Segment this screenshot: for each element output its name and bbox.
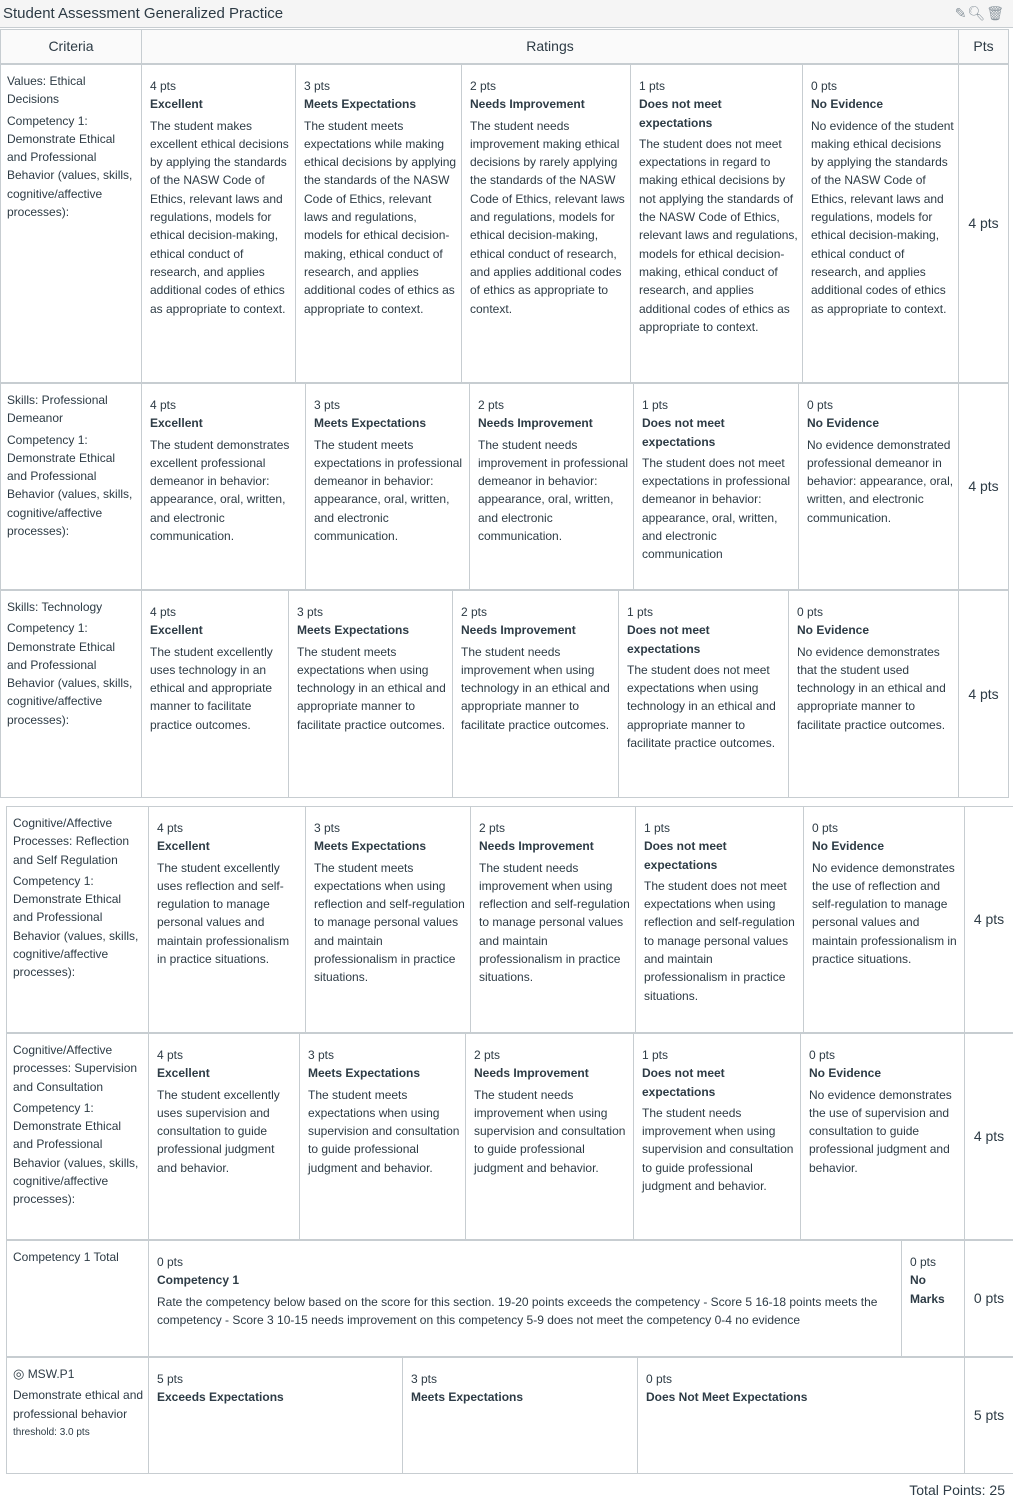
rating-points: 1 pts — [642, 398, 669, 412]
rating-description: Rate the competency below based on the score for this section. 19-20 points exceeds the competency - Score 5 16-18 points meets the competency - Score 3 10-15 needs improvement on this competency 5-9 does not meet the competency 0-4 no evidence — [157, 1294, 878, 1327]
rating-cell[interactable] — [634, 1034, 801, 1240]
rubric-row — [6, 1357, 1013, 1474]
rating-points: 3 pts — [314, 821, 341, 835]
rating-description: The student does not meet expectations when using reflection and self-regulation to manage personal values and maintain professionalism in practice situations. — [644, 878, 795, 1003]
rating-title: Meets Expectations — [314, 839, 427, 854]
rating-description: The student makes excellent ethical decisions by applying the standards of the NASW Code of Ethics, relevant laws and regulations, models for ethical decision-making, ethical conduct of research, and applies additional codes of ethics as appropriate to context. — [150, 118, 289, 316]
rating-cell[interactable] — [149, 807, 306, 1033]
rating-description: The student excellently uses technology in an ethical and appropriate manner to facilitate practice outcomes. — [150, 644, 273, 732]
rubric-row — [0, 383, 1008, 590]
rating-cell[interactable] — [634, 384, 799, 590]
rating-points: 2 pts — [478, 398, 505, 412]
rubric-header — [0, 29, 1008, 64]
rating-description: The student does not meet expectations when using technology in an ethical and appropriate manner to facilitate practice outcomes. — [627, 662, 776, 751]
rating-cell[interactable] — [902, 1241, 965, 1357]
rating-cell[interactable] — [296, 65, 462, 383]
rating-cell[interactable] — [462, 65, 631, 383]
rating-points: 0 pts — [812, 821, 839, 835]
rating-points: 4 pts — [157, 821, 184, 835]
outcome-code: MSW.P1 — [27, 1367, 75, 1381]
rating-points: 3 pts — [308, 1048, 335, 1062]
criterion-title: Values: Ethical Decisions — [7, 74, 86, 107]
rating-title: No Evidence — [797, 623, 870, 638]
rating-cell[interactable] — [801, 1034, 965, 1240]
rubric-row — [0, 590, 1008, 798]
rating-description: The student meets expectations when using supervision and consultation to guide professional judgment and behavior. — [308, 1087, 460, 1175]
criterion-title: Skills: Professional Demeanor — [7, 393, 108, 426]
search-icon[interactable]: 🔍︎ — [967, 5, 987, 21]
rating-cell[interactable] — [470, 384, 634, 590]
criterion-cell — [7, 1241, 149, 1357]
rating-cell[interactable] — [300, 1034, 466, 1240]
rating-description: No evidence demonstrates the use of supervision and consultation to guide professional judgment and behavior. — [809, 1087, 952, 1175]
rating-points: 0 pts — [809, 1048, 836, 1062]
rating-cell[interactable] — [638, 1358, 965, 1474]
ratings-header: Ratings — [142, 30, 959, 64]
rating-title: Needs Improvement — [478, 416, 593, 431]
rating-points: 0 pts — [797, 605, 824, 619]
rating-title: No Marks — [910, 1273, 945, 1306]
rating-title: Needs Improvement — [474, 1066, 589, 1081]
rating-description: The student needs improvement when using supervision and consultation to guide professional judgment and behavior. — [642, 1105, 794, 1194]
rating-cell[interactable] — [142, 591, 289, 798]
criterion-points: 4 pts — [965, 1034, 1013, 1240]
rating-title: No Evidence — [812, 839, 885, 854]
rubric-row — [6, 1240, 1013, 1357]
rating-description: No evidence demonstrated professional demeanor in behavior: appearance, oral, written, and electronic communication. — [807, 437, 954, 525]
criterion-points: 0 pts — [965, 1241, 1013, 1357]
rating-cell[interactable] — [619, 591, 789, 798]
criterion-description: Competency 1: Demonstrate Ethical and Professional Behavior (values, skills, cognitive/affective processes): — [7, 432, 133, 539]
rubric-title: Student Assessment Generalized Practice — [3, 5, 284, 22]
rating-title: No Evidence — [807, 416, 880, 431]
criterion-title: Cognitive/Affective Processes: Reflection and Self Regulation — [13, 816, 130, 867]
rating-cell[interactable] — [149, 1034, 300, 1240]
rating-points: 4 pts — [150, 398, 177, 412]
rating-description: The student excellently uses supervision and consultation to guide professional judgment and behavior. — [157, 1087, 280, 1175]
rating-cell[interactable] — [453, 591, 619, 798]
rating-points: 4 pts — [150, 79, 177, 93]
criterion-points: 5 pts — [965, 1358, 1013, 1474]
rating-cell[interactable] — [142, 65, 296, 383]
delete-icon[interactable]: 🗑︎ — [986, 5, 1005, 21]
rating-cell[interactable] — [403, 1358, 638, 1474]
criterion-title: Skills: Technology — [7, 600, 103, 614]
edit-icon[interactable]: ✎ — [954, 5, 968, 21]
rating-title: Excellent — [157, 839, 210, 854]
criterion-cell — [7, 1034, 149, 1240]
rating-description: The student meets expectations in professional demeanor in behavior: appearance, oral, written, and electronic communication. — [314, 437, 463, 544]
rating-title: Meets Expectations — [297, 623, 410, 638]
criterion-description: Competency 1: Demonstrate Ethical and Professional Behavior (values, skills, cognitive/affective processes): — [7, 621, 133, 727]
rating-description: No evidence of the student making ethical decisions by applying the standards of the NASW Code of Ethics, relevant laws and regulations, models for ethical decision-making, ethical conduct of research, and applies additional codes of ethics as appropriate to context. — [811, 118, 954, 316]
rating-title: Meets Expectations — [411, 1390, 524, 1405]
rating-description: The student meets expectations while making ethical decisions by applying the standards of the NASW Code of Ethics, relevant laws and regulations, models for ethical decision-making, ethical conduct of research, and applies additional codes of ethics as appropriate to context. — [304, 118, 457, 316]
rating-description: The student excellently uses reflection and self-regulation to manage personal values and maintain professionalism in practice situations. — [157, 860, 290, 967]
rating-title: Excellent — [150, 97, 203, 112]
rating-title: Meets Expectations — [304, 97, 417, 112]
rating-description: No evidence demonstrates that the student used technology in an ethical and appropriate manner to facilitate practice outcomes. — [797, 644, 946, 732]
rubric-row — [6, 1033, 1013, 1240]
rating-cell[interactable] — [804, 807, 965, 1033]
rating-cell[interactable] — [471, 807, 636, 1033]
rating-points: 1 pts — [642, 1048, 669, 1062]
rating-cell[interactable] — [306, 807, 471, 1033]
rating-points: 2 pts — [461, 605, 488, 619]
rating-description: The student needs improvement when using reflection and self-regulation to manage personal values and maintain professionalism in practice situations. — [479, 860, 630, 985]
rating-cell[interactable] — [142, 384, 306, 590]
rating-points: 0 pts — [910, 1255, 937, 1269]
rating-title: Does not meet expectations — [639, 97, 722, 130]
total-points: Total Points: 25 — [909, 1482, 1005, 1498]
target-icon: ◎ — [13, 1366, 25, 1381]
rating-description: The student demonstrates excellent professional demeanor in behavior: appearance, oral, written, and electronic communication. — [150, 437, 290, 544]
rating-cell[interactable] — [789, 591, 959, 798]
rating-description: The student needs improvement when using technology in an ethical and appropriate manner to facilitate practice outcomes. — [461, 644, 610, 732]
rating-cell[interactable] — [803, 65, 959, 383]
rating-description: No evidence demonstrates the use of reflection and self-regulation to manage personal values and maintain professionalism in practice situations. — [812, 860, 957, 967]
rating-cell[interactable] — [289, 591, 453, 798]
rating-points: 3 pts — [411, 1372, 438, 1386]
rating-title: No Evidence — [811, 97, 884, 112]
rating-title: Excellent — [157, 1066, 210, 1081]
rating-title: Meets Expectations — [314, 416, 427, 431]
rating-points: 1 pts — [627, 605, 654, 619]
rating-title: Does not meet expectations — [627, 623, 710, 656]
rating-points: 0 pts — [807, 398, 834, 412]
rating-title: Meets Expectations — [308, 1066, 421, 1081]
criterion-points: 4 pts — [959, 384, 1009, 590]
rating-points: 1 pts — [639, 79, 666, 93]
rating-cell[interactable] — [149, 1358, 403, 1474]
criterion-title: Competency 1 Total — [13, 1250, 119, 1264]
criterion-description: Competency 1: Demonstrate Ethical and Professional Behavior (values, skills, cognitive/affective processes): — [13, 1100, 139, 1207]
rating-title: Excellent — [150, 416, 203, 431]
rating-points: 0 pts — [157, 1255, 184, 1269]
rating-description: The student meets expectations when using reflection and self-regulation to manage personal values and maintain professionalism in practice situations. — [314, 860, 465, 985]
rating-cell[interactable] — [149, 1241, 902, 1357]
rating-points: 2 pts — [470, 79, 497, 93]
rating-points: 2 pts — [474, 1048, 501, 1062]
threshold-label: threshold: 3.0 pts — [13, 1426, 90, 1438]
rating-title: Excellent — [150, 623, 203, 638]
rating-title: Needs Improvement — [479, 839, 594, 854]
rating-cell[interactable] — [636, 807, 804, 1033]
rating-points: 4 pts — [157, 1048, 184, 1062]
criterion-description: Demonstrate ethical and professional behavior — [13, 1388, 144, 1421]
rating-points: 5 pts — [157, 1372, 184, 1386]
rating-description: The student does not meet expectations in professional demeanor in behavior: appearance, oral, written, and electronic communication — [642, 455, 791, 562]
rating-title: Needs Improvement — [461, 623, 576, 638]
rating-description: The student needs improvement making ethical decisions by rarely applying the standards of the NASW Code of Ethics, relevant laws and regulations, models for ethical decision-making, ethical conduct of research, and applies additional codes of ethics as appropriate to context. — [470, 118, 625, 316]
rating-title: Does Not Meet Expectations — [646, 1390, 808, 1405]
rating-points: 1 pts — [644, 821, 671, 835]
rating-title: Needs Improvement — [470, 97, 585, 112]
criterion-points: 4 pts — [959, 65, 1009, 383]
rubric-row — [6, 806, 1013, 1033]
rating-points: 4 pts — [150, 605, 177, 619]
rating-cell[interactable] — [631, 65, 803, 383]
rating-title: Exceeds Expectations — [157, 1390, 284, 1405]
rating-description: The student meets expectations when using technology in an ethical and appropriate manner to facilitate practice outcomes. — [297, 644, 446, 732]
rating-description: The student needs improvement in professional demeanor in behavior: appearance, oral, written, and electronic communication. — [478, 437, 629, 544]
rating-points: 3 pts — [304, 79, 331, 93]
rating-points: 0 pts — [646, 1372, 673, 1386]
criterion-cell — [1, 65, 142, 383]
criterion-cell — [7, 1358, 149, 1474]
rating-points: 2 pts — [479, 821, 506, 835]
rating-cell[interactable] — [799, 384, 959, 590]
criterion-points: 4 pts — [959, 591, 1009, 798]
criterion-description: Competency 1: Demonstrate Ethical and Professional Behavior (values, skills, cognitive/affective processes): — [13, 873, 139, 980]
rubric-row — [0, 64, 1008, 383]
rating-title: Does not meet expectations — [642, 416, 725, 449]
pts-header: Pts — [959, 30, 1009, 64]
rating-title: No Evidence — [809, 1066, 882, 1081]
toolbar-icons — [955, 5, 1005, 22]
rating-description: The student needs improvement when using supervision and consultation to guide professional judgment and behavior. — [474, 1087, 626, 1175]
criterion-cell — [1, 591, 142, 798]
rating-points: 3 pts — [314, 398, 341, 412]
rubric-titlebar — [0, 0, 1013, 28]
criterion-points: 4 pts — [965, 807, 1013, 1033]
rating-title: Does not meet expectations — [644, 839, 727, 872]
criterion-cell — [1, 384, 142, 590]
criterion-description: Competency 1: Demonstrate Ethical and Professional Behavior (values, skills, cognitive/affective processes): — [7, 113, 133, 220]
criterion-cell — [7, 807, 149, 1033]
rating-points: 3 pts — [297, 605, 324, 619]
criteria-header: Criteria — [1, 30, 142, 64]
rating-cell[interactable] — [466, 1034, 634, 1240]
rating-title: Competency 1 — [157, 1273, 240, 1288]
rating-points: 0 pts — [811, 79, 838, 93]
rating-cell[interactable] — [306, 384, 470, 590]
rating-description: The student does not meet expectations in regard to making ethical decisions by not applying the standards of the NASW Code of Ethics, relevant laws and regulations, models for ethical decision-making, ethical conduct of research, and applies additional codes of ethics as appropriate to context. — [639, 136, 798, 334]
rating-title: Does not meet expectations — [642, 1066, 725, 1099]
criterion-title: Cognitive/Affective processes: Supervision and Consultation — [13, 1043, 138, 1094]
